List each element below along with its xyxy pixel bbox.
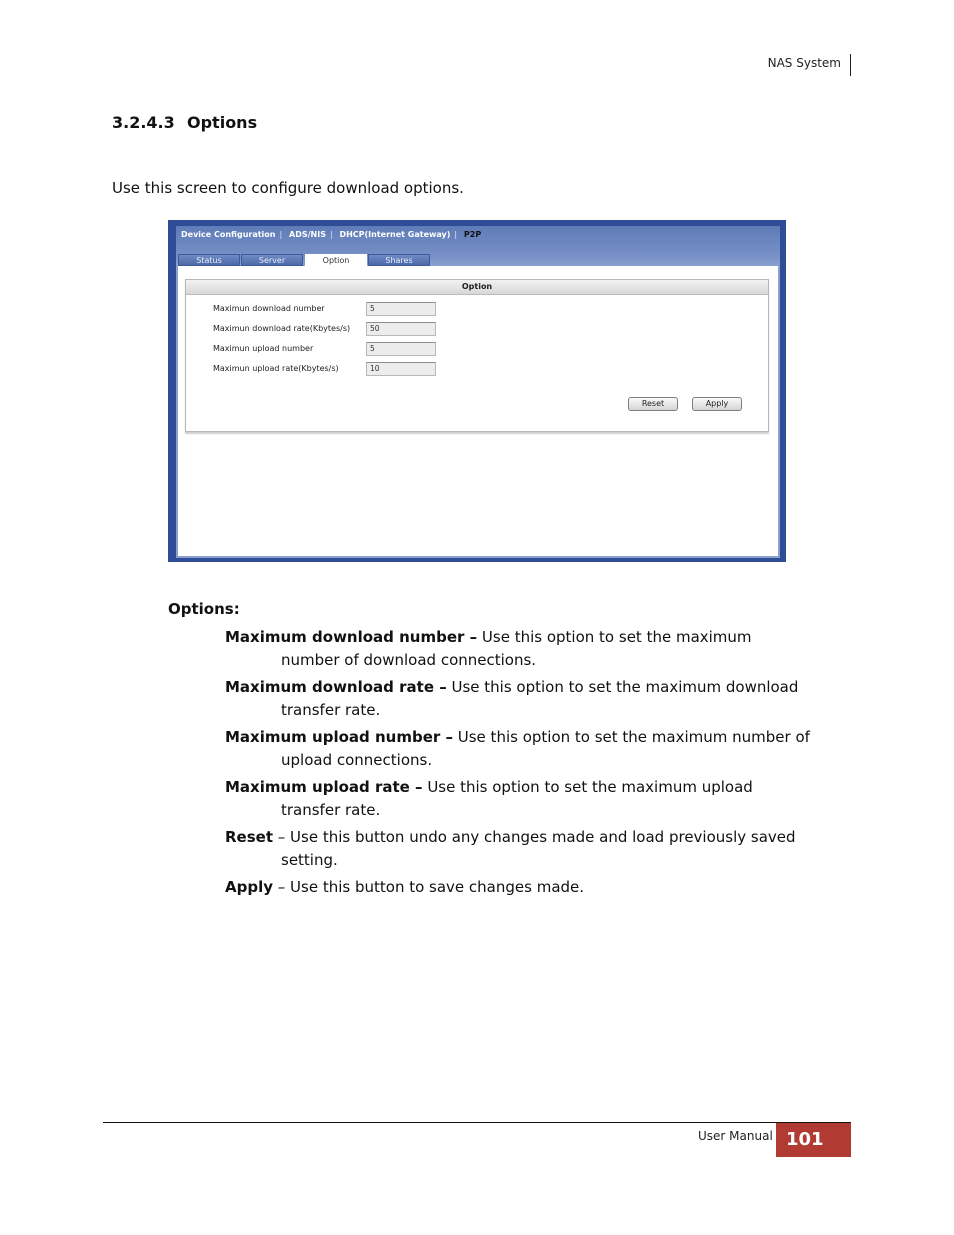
nav-device-configuration[interactable]: Device Configuration bbox=[181, 230, 276, 239]
nav-p2p[interactable]: P2P bbox=[463, 230, 482, 239]
option-description bbox=[225, 876, 845, 899]
tab-status[interactable]: Status bbox=[178, 254, 240, 266]
tab-server[interactable]: Server bbox=[241, 254, 303, 266]
option-desc-continued: number of download connections. bbox=[281, 651, 537, 669]
option-panel bbox=[185, 279, 769, 432]
options-heading: Options: bbox=[168, 600, 240, 618]
option-desc-continued: setting. bbox=[281, 851, 338, 869]
nav-dhcp[interactable]: DHCP(Internet Gateway) bbox=[339, 230, 451, 239]
option-desc: Use this option to set the maximum upload bbox=[422, 778, 753, 796]
section-number: 3.2.4.3 bbox=[112, 113, 175, 132]
option-desc: Use this option to set the maximum bbox=[477, 628, 752, 646]
option-desc-continued: transfer rate. bbox=[281, 801, 381, 819]
option-desc: – Use this button undo any changes made and load previously saved bbox=[273, 828, 796, 846]
option-desc: – Use this button to save changes made. bbox=[273, 878, 585, 896]
nav-ads-nis[interactable]: ADS/NIS bbox=[289, 230, 326, 239]
max-download-number-input[interactable]: 5 bbox=[366, 302, 436, 316]
content-area bbox=[178, 266, 778, 556]
max-upload-number-input[interactable]: 5 bbox=[366, 342, 436, 356]
option-term: Maximum upload number – bbox=[225, 728, 453, 746]
field-label: Maximun upload number bbox=[213, 344, 314, 353]
top-navigation: Device Configuration | ADS/NIS | DHCP(Internet Gateway) | P2P bbox=[181, 230, 482, 239]
max-upload-rate-input[interactable]: 10 bbox=[366, 362, 436, 376]
footer-label: User Manual bbox=[698, 1129, 773, 1143]
option-desc: Use this option to set the maximum download bbox=[446, 678, 799, 696]
option-desc-continued: transfer rate. bbox=[281, 701, 381, 719]
option-description bbox=[225, 826, 845, 872]
option-term: Reset bbox=[225, 828, 273, 846]
option-description bbox=[225, 676, 845, 722]
header-title: NAS System bbox=[767, 56, 841, 70]
field-label: Maximun upload rate(Kbytes/s) bbox=[213, 364, 339, 373]
option-description bbox=[225, 626, 845, 672]
field-label: Maximun download rate(Kbytes/s) bbox=[213, 324, 351, 333]
option-desc-continued: upload connections. bbox=[281, 751, 433, 769]
page-number: 101 bbox=[776, 1123, 851, 1157]
section-heading bbox=[112, 113, 257, 132]
reset-button[interactable]: Reset bbox=[628, 397, 678, 411]
option-term: Apply bbox=[225, 878, 274, 896]
tab-shares[interactable]: Shares bbox=[368, 254, 430, 266]
footer-divider bbox=[103, 1122, 851, 1123]
option-desc: Use this option to set the maximum number of bbox=[453, 728, 810, 746]
field-label: Maximun download number bbox=[213, 304, 325, 313]
option-term: Maximum upload rate – bbox=[225, 778, 423, 796]
option-term: Maximum download rate – bbox=[225, 678, 447, 696]
header-divider bbox=[850, 54, 851, 76]
panel-title: Option bbox=[186, 280, 768, 295]
option-description bbox=[225, 726, 845, 772]
section-title: Options bbox=[187, 113, 258, 132]
tab-option[interactable]: Option bbox=[305, 254, 367, 266]
max-download-rate-input[interactable]: 50 bbox=[366, 322, 436, 336]
option-description bbox=[225, 776, 845, 822]
apply-button[interactable]: Apply bbox=[692, 397, 742, 411]
intro-text: Use this screen to configure download options. bbox=[112, 179, 464, 197]
option-term: Maximum download number – bbox=[225, 628, 478, 646]
screenshot-figure bbox=[168, 220, 786, 562]
